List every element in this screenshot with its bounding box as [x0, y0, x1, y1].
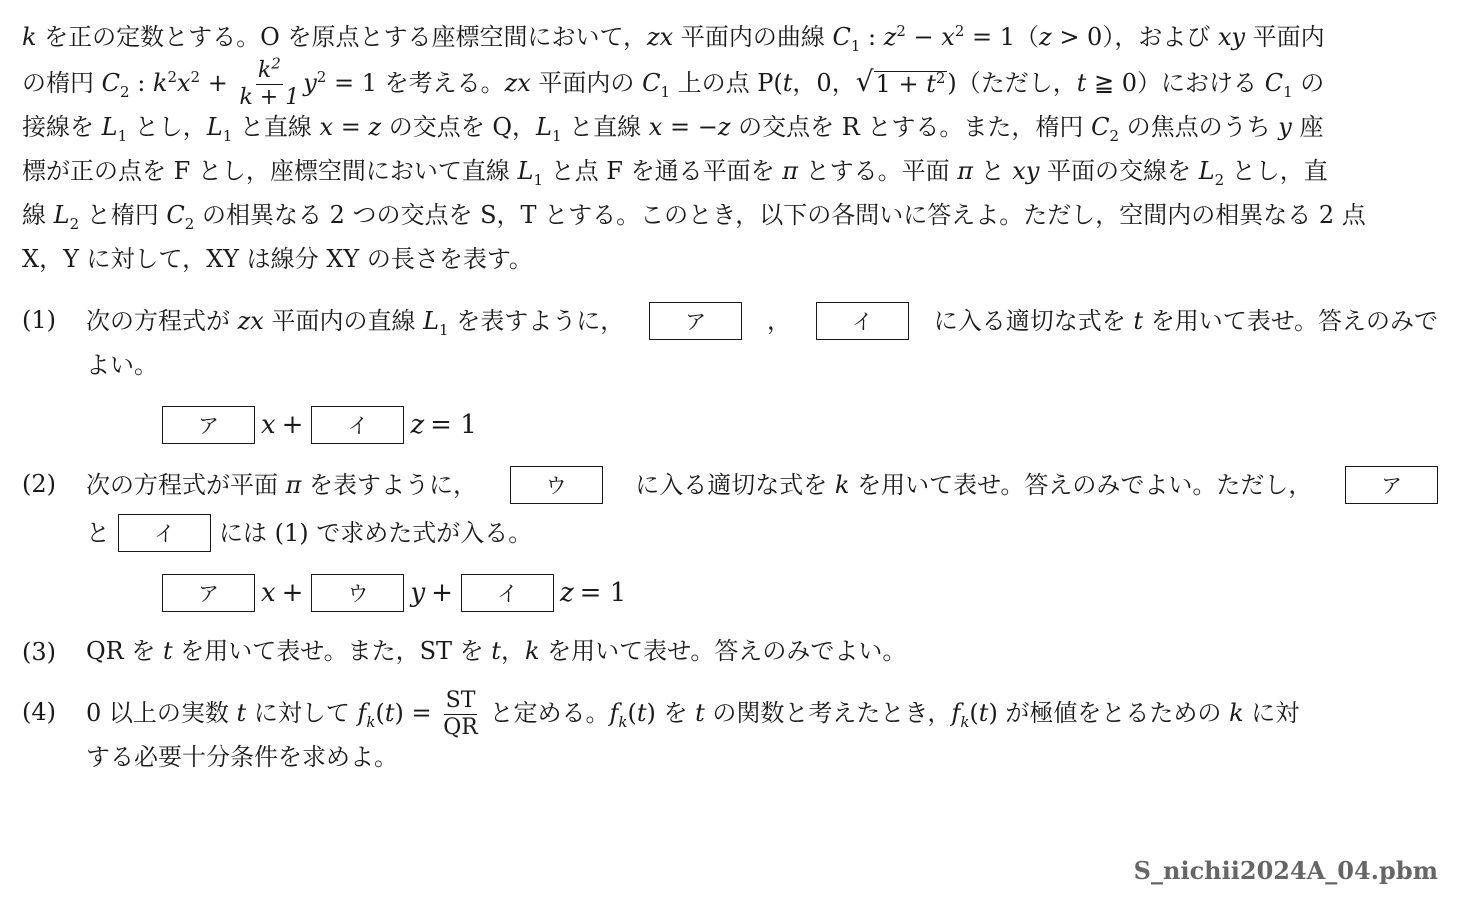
intro-line-4: 標が正の点を F とし，座標空間において直線 $L_1$ と点 F を通る平面を π とする。平面 π と xy 平面の交線を $L_2$ とし，直 [22, 157, 1328, 189]
intro-line-6: X，Y に対して，XY は線分 XY の長さを表す。 [22, 245, 533, 273]
q4-line-1: 0 以上の実数 t に対して $f_k(t)$ = $\frac{ST}{QR}$ と定める。$f_k(t)$ を t の関数と考えたとき，$f_k(t)$ が極値をとるための k に対 [86, 687, 1300, 740]
q1-line-1: 次の方程式が zx 平面内の直線 $L_1$ を表すように， ア ， イ に入る適切な式を t を用いて表せ。答えのみで [86, 302, 1438, 340]
intro-line-5: 線 $L_2$ と楕円 $C_2$ の相異なる 2 つの交点を S，T とする。このとき，以下の各問いに答えよ。ただし，空間内の相異なる 2 点 [22, 201, 1366, 233]
intro-line-2: の楕円 $C_2$ : $k^2x^2$ + $\frac{k^2}{k + 1}$ $y^2 = 1$ を考える。zx 平面内の $C_1$ 上の点 P(t，0， √ $1 + t^2$ )（ただし，t ≧ 0）における $C_1$ の [22, 54, 1325, 110]
file-label: S_nichii2024A_04.pbm [1133, 856, 1438, 885]
q2-line-2: と イ には (1) で求めた式が入る。 [86, 514, 1464, 552]
eq2-box-i[interactable]: イ [461, 574, 554, 612]
q3-line: QR を t を用いて表せ。また，ST を t，k を用いて表せ。答えのみでよい。 [86, 637, 907, 665]
q1-line-2: よい。 [86, 351, 158, 379]
q3-number: (3) [22, 638, 56, 666]
q1-number: (1) [22, 306, 56, 334]
intro-line-3: 接線を $L_1$ とし，$L_1$ と直線 x = z の交点を Q，$L_1$ と直線 x = −z の交点を R とする。また，楕円 $C_2$ の焦点のうち y 座 [22, 113, 1324, 145]
eq2-box-u[interactable]: ウ [311, 574, 404, 612]
answer-box-u[interactable]: ウ [510, 466, 603, 504]
q2-number: (2) [22, 470, 56, 498]
answer-box-a[interactable]: ア [649, 302, 742, 340]
q1-equation: ア x + イ z = 1 [162, 404, 477, 446]
eq1-box-i[interactable]: イ [311, 406, 404, 444]
q2-ref-box-i: イ [118, 514, 211, 552]
q2-equation: ア x + ウ y + イ z = 1 [162, 572, 626, 614]
intro-line-1: k を正の定数とする。O を原点とする座標空間において，zx 平面内の曲線 $C_1$ : $z^2 - x^2 = 1(z > 0)$，および xy 平面内 [22, 22, 1325, 55]
eq2-box-a[interactable]: ア [162, 574, 255, 612]
q4-line-2: する必要十分条件を求めよ。 [86, 743, 398, 771]
answer-box-i[interactable]: イ [816, 302, 909, 340]
eq1-box-a[interactable]: ア [162, 406, 255, 444]
q2-ref-box-a: ア [1345, 466, 1438, 504]
q2-line-1: 次の方程式が平面 π を表すように， ウ に入る適切な式を k を用いて表せ。答えのみでよい。ただし， ア [86, 466, 1438, 504]
q4-number: (4) [22, 698, 56, 726]
